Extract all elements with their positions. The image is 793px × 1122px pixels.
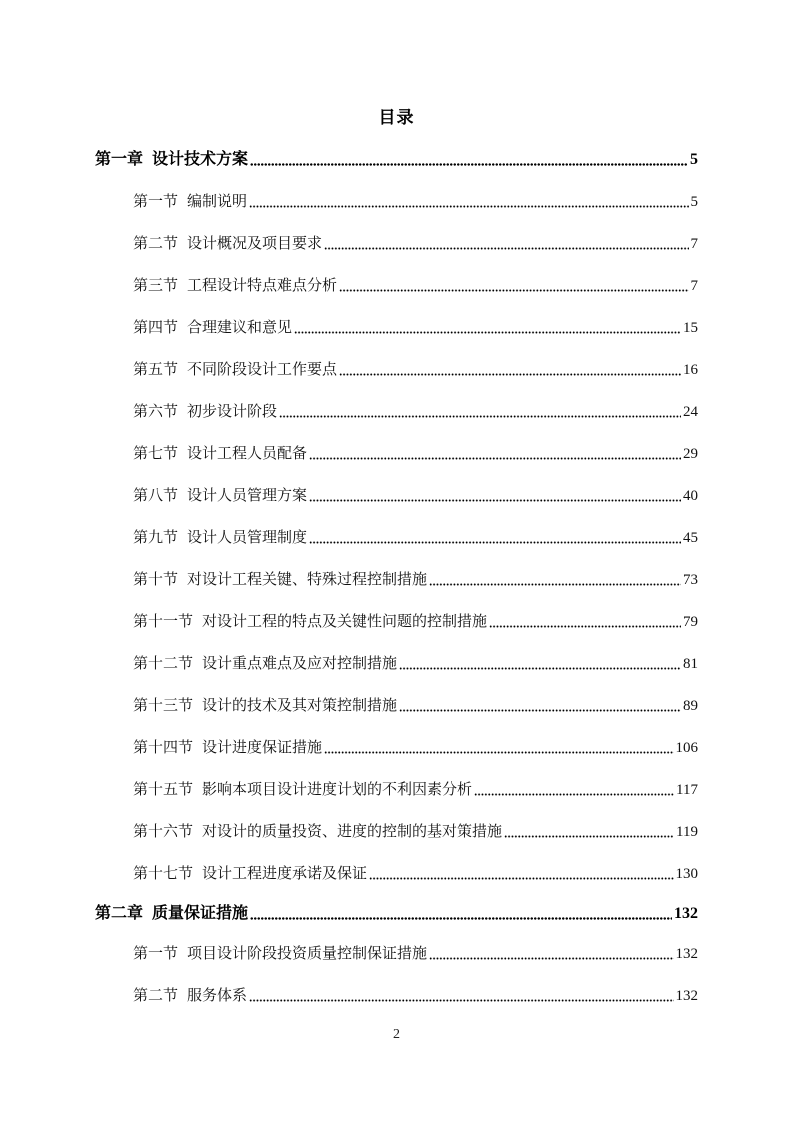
toc-entry-number: 第十五节 bbox=[133, 782, 194, 798]
toc-entry-label: 设计进度保证措施 bbox=[202, 740, 323, 756]
toc-entry-page: 45 bbox=[683, 530, 698, 546]
toc-entry-section[interactable] bbox=[133, 523, 698, 547]
toc-entry-section[interactable] bbox=[133, 397, 698, 421]
toc-entry-label: 编制说明 bbox=[187, 194, 248, 210]
toc-entry-page: 132 bbox=[675, 946, 698, 962]
toc-entry-label: 对设计的质量投资、进度的控制的基对策措施 bbox=[202, 824, 503, 840]
toc-entry-label: 项目设计阶段投资质量控制保证措施 bbox=[187, 946, 428, 962]
toc-entry-section[interactable] bbox=[133, 439, 698, 463]
toc-entry-page: 24 bbox=[683, 404, 698, 420]
dot-leader bbox=[249, 190, 688, 208]
toc-entry-section[interactable] bbox=[133, 481, 698, 505]
toc-entry-number: 第十二节 bbox=[133, 656, 194, 672]
toc-entry-page: 73 bbox=[683, 572, 698, 588]
toc-entry-page: 15 bbox=[683, 320, 698, 336]
dot-leader bbox=[429, 942, 673, 960]
toc-entry-number: 第一章 bbox=[95, 151, 144, 168]
dot-leader bbox=[309, 526, 681, 544]
toc-entry-label: 设计重点难点及应对控制措施 bbox=[202, 656, 398, 672]
page-number-footer: 2 bbox=[393, 1027, 400, 1042]
dot-leader bbox=[489, 610, 681, 628]
toc-entry-label: 影响本项目设计进度计划的不利因素分析 bbox=[202, 782, 473, 798]
toc-entry-number: 第十节 bbox=[133, 572, 179, 588]
toc-entry-section[interactable] bbox=[133, 691, 698, 715]
dot-leader bbox=[369, 862, 673, 880]
toc-entry-label: 设计的技术及其对策控制措施 bbox=[202, 698, 398, 714]
dot-leader bbox=[399, 652, 681, 670]
toc-entry-section[interactable] bbox=[133, 355, 698, 379]
dot-leader bbox=[324, 232, 688, 250]
dot-leader bbox=[324, 736, 673, 754]
toc-entry-section[interactable] bbox=[133, 733, 698, 757]
toc-entry-number: 第十一节 bbox=[133, 614, 194, 630]
toc-entry-section[interactable] bbox=[133, 939, 698, 963]
toc-entry-label: 设计技术方案 bbox=[152, 151, 249, 168]
toc-entry-page: 40 bbox=[683, 488, 698, 504]
toc-entry-label: 质量保证措施 bbox=[152, 905, 249, 922]
toc-entry-page: 79 bbox=[683, 614, 698, 630]
toc-entry-page: 117 bbox=[676, 782, 698, 798]
toc-entry-page: 5 bbox=[690, 194, 698, 210]
dot-leader bbox=[474, 778, 674, 796]
toc-entry-label: 设计概况及项目要求 bbox=[187, 236, 323, 252]
toc-entry-number: 第八节 bbox=[133, 488, 179, 504]
toc-entry-number: 第十六节 bbox=[133, 824, 194, 840]
dot-leader bbox=[249, 984, 673, 1002]
toc-entry-page: 29 bbox=[683, 446, 698, 462]
toc-entry-label: 不同阶段设计工作要点 bbox=[187, 362, 338, 378]
toc-entry-label: 设计人员管理制度 bbox=[187, 530, 308, 546]
toc-entry-number: 第一节 bbox=[133, 946, 179, 962]
dot-leader bbox=[339, 274, 688, 292]
toc-entry-number: 第五节 bbox=[133, 362, 179, 378]
toc-entry-label: 工程设计特点难点分析 bbox=[187, 278, 338, 294]
toc-entry-page: 7 bbox=[690, 236, 698, 252]
dot-leader bbox=[309, 442, 681, 460]
toc-entry-number: 第二章 bbox=[95, 905, 144, 922]
dot-leader bbox=[279, 400, 681, 418]
toc-title: 目录 bbox=[378, 108, 415, 127]
toc-entry-section[interactable] bbox=[133, 313, 698, 337]
toc-entry-label: 合理建议和意见 bbox=[187, 320, 293, 336]
toc-entry-number: 第九节 bbox=[133, 530, 179, 546]
toc-entry-page: 5 bbox=[690, 151, 698, 168]
toc-entry-section[interactable] bbox=[133, 565, 698, 589]
toc-entry-number: 第三节 bbox=[133, 278, 179, 294]
toc-entry-page: 106 bbox=[675, 740, 698, 756]
toc-entry-page: 132 bbox=[675, 988, 698, 1004]
toc-entry-number: 第二节 bbox=[133, 236, 179, 252]
toc-entry-number: 第一节 bbox=[133, 194, 179, 210]
toc-entry-number: 第十七节 bbox=[133, 866, 194, 882]
toc-entry-section[interactable] bbox=[133, 229, 698, 253]
toc-entry-section[interactable] bbox=[133, 981, 698, 1005]
toc-entry-page: 7 bbox=[690, 278, 698, 294]
toc-entry-label: 初步设计阶段 bbox=[187, 404, 278, 420]
toc-entry-section[interactable] bbox=[133, 775, 698, 799]
toc-entry-section[interactable] bbox=[133, 271, 698, 295]
dot-leader bbox=[399, 694, 681, 712]
toc-entry-label: 服务体系 bbox=[187, 988, 248, 1004]
toc-entry-section[interactable] bbox=[133, 649, 698, 673]
toc-entry-label: 设计工程人员配备 bbox=[187, 446, 308, 462]
toc-entry-page: 89 bbox=[683, 698, 698, 714]
toc-entry-section[interactable] bbox=[133, 607, 698, 631]
dot-leader bbox=[504, 820, 674, 838]
toc-entry-chapter-2[interactable] bbox=[95, 899, 698, 923]
toc-entry-number: 第十四节 bbox=[133, 740, 194, 756]
toc-entry-section[interactable] bbox=[133, 187, 698, 211]
dot-leader bbox=[250, 902, 672, 920]
toc-entry-page: 81 bbox=[683, 656, 698, 672]
toc-entry-number: 第十三节 bbox=[133, 698, 194, 714]
dot-leader bbox=[309, 484, 681, 502]
toc-entry-page: 16 bbox=[683, 362, 698, 378]
toc-entry-page: 132 bbox=[674, 905, 698, 922]
toc-entry-label: 对设计工程的特点及关键性问题的控制措施 bbox=[202, 614, 488, 630]
toc-entry-number: 第七节 bbox=[133, 446, 179, 462]
toc-entry-number: 第六节 bbox=[133, 404, 179, 420]
toc-entry-section[interactable] bbox=[133, 817, 698, 841]
toc-entry-chapter-1[interactable] bbox=[95, 145, 698, 169]
toc-entry-number: 第四节 bbox=[133, 320, 179, 336]
dot-leader bbox=[429, 568, 681, 586]
dot-leader bbox=[250, 148, 688, 166]
toc-entry-page: 119 bbox=[676, 824, 698, 840]
dot-leader bbox=[339, 358, 681, 376]
toc-entry-label: 设计人员管理方案 bbox=[187, 488, 308, 504]
toc-entry-section[interactable] bbox=[133, 859, 698, 883]
dot-leader bbox=[294, 316, 681, 334]
toc-entry-label: 设计工程进度承诺及保证 bbox=[202, 866, 368, 882]
toc-entry-number: 第二节 bbox=[133, 988, 179, 1004]
toc-entry-label: 对设计工程关键、特殊过程控制措施 bbox=[187, 572, 428, 588]
toc-entry-page: 130 bbox=[675, 866, 698, 882]
